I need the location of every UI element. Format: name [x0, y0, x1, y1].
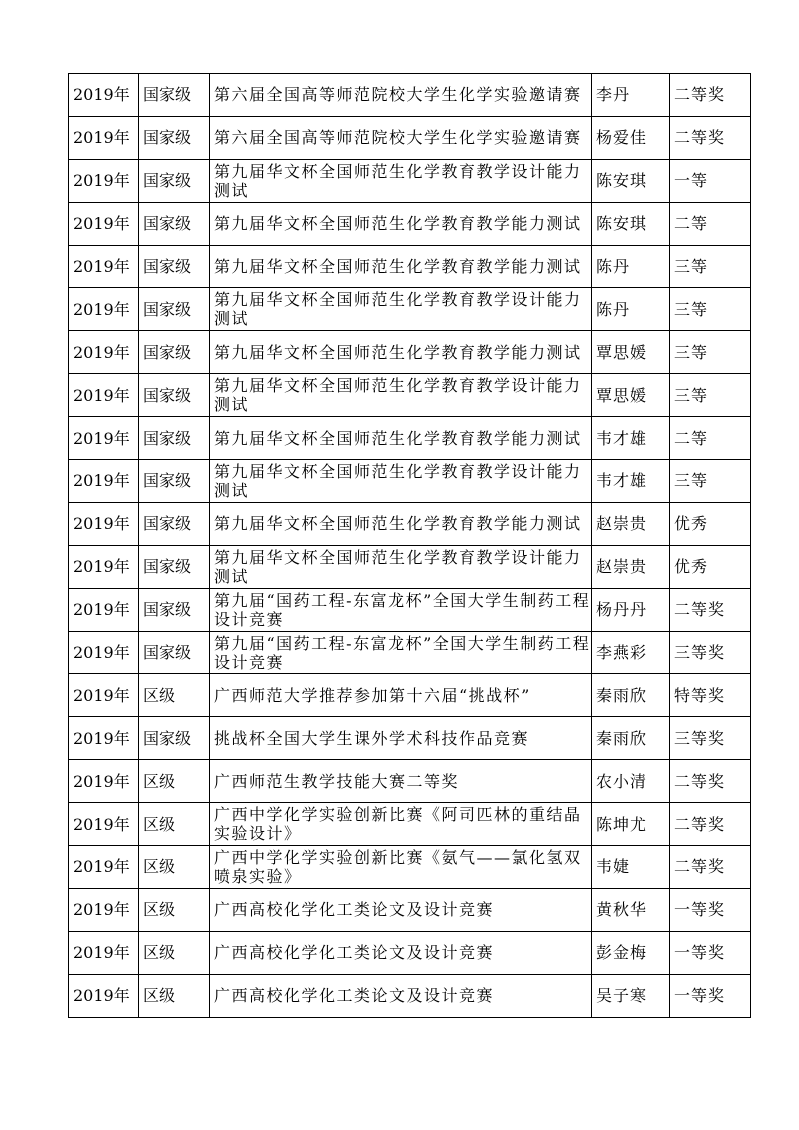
level-cell: 国家级 — [139, 588, 210, 631]
competition-name-cell: 第九届“国药工程-东富龙杯”全国大学生制药工程设计竞赛 — [210, 631, 592, 674]
competition-name-cell: 广西中学化学实验创新比赛《氨气——氯化氢双喷泉实验》 — [210, 846, 592, 889]
year-cell: 2019年 — [69, 374, 139, 417]
award-cell: 一等奖 — [670, 888, 751, 931]
year-cell: 2019年 — [69, 159, 139, 202]
award-cell: 三等 — [670, 288, 751, 331]
student-name-cell: 陈安琪 — [592, 159, 670, 202]
level-cell: 国家级 — [139, 116, 210, 159]
table-row — [69, 502, 751, 545]
award-cell: 三等 — [670, 245, 751, 288]
award-cell: 二等奖 — [670, 803, 751, 846]
level-cell: 国家级 — [139, 717, 210, 760]
award-cell: 一等奖 — [670, 974, 751, 1017]
competition-name-cell: 广西师范生教学技能大赛二等奖 — [210, 760, 592, 803]
award-cell: 一等 — [670, 159, 751, 202]
awards-table-body — [69, 74, 751, 1018]
table-row — [69, 460, 751, 503]
year-cell: 2019年 — [69, 116, 139, 159]
level-cell: 国家级 — [139, 331, 210, 374]
competition-name-cell: 广西中学化学实验创新比赛《阿司匹林的重结晶实验设计》 — [210, 803, 592, 846]
year-cell: 2019年 — [69, 846, 139, 889]
award-cell: 三等 — [670, 374, 751, 417]
student-name-cell: 农小清 — [592, 760, 670, 803]
award-cell: 三等奖 — [670, 631, 751, 674]
competition-name-cell: 第九届华文杯全国师范生化学教育教学能力测试 — [210, 202, 592, 245]
table-row — [69, 846, 751, 889]
student-name-cell: 覃思媛 — [592, 374, 670, 417]
competition-name-cell: 第九届华文杯全国师范生化学教育教学设计能力测试 — [210, 374, 592, 417]
table-row — [69, 245, 751, 288]
student-name-cell: 韦婕 — [592, 846, 670, 889]
table-row — [69, 159, 751, 202]
student-name-cell: 陈安琪 — [592, 202, 670, 245]
level-cell: 国家级 — [139, 545, 210, 588]
table-row — [69, 417, 751, 460]
competition-name-cell: 第六届全国高等师范院校大学生化学实验邀请赛 — [210, 116, 592, 159]
year-cell: 2019年 — [69, 288, 139, 331]
level-cell: 国家级 — [139, 417, 210, 460]
table-row — [69, 674, 751, 717]
table-row — [69, 931, 751, 974]
student-name-cell: 覃思媛 — [592, 331, 670, 374]
student-name-cell: 秦雨欣 — [592, 717, 670, 760]
student-name-cell: 赵崇贵 — [592, 502, 670, 545]
competition-name-cell: 第九届华文杯全国师范生化学教育教学设计能力测试 — [210, 159, 592, 202]
year-cell: 2019年 — [69, 331, 139, 374]
student-name-cell: 韦才雄 — [592, 417, 670, 460]
year-cell: 2019年 — [69, 674, 139, 717]
level-cell: 国家级 — [139, 460, 210, 503]
year-cell: 2019年 — [69, 931, 139, 974]
level-cell: 区级 — [139, 974, 210, 1017]
competition-name-cell: 第九届华文杯全国师范生化学教育教学能力测试 — [210, 502, 592, 545]
table-row — [69, 202, 751, 245]
competition-name-cell: 挑战杯全国大学生课外学术科技作品竞赛 — [210, 717, 592, 760]
level-cell: 国家级 — [139, 288, 210, 331]
year-cell: 2019年 — [69, 803, 139, 846]
award-cell: 优秀 — [670, 545, 751, 588]
table-row — [69, 374, 751, 417]
table-row — [69, 331, 751, 374]
competition-name-cell: 第九届“国药工程-东富龙杯”全国大学生制药工程设计竞赛 — [210, 588, 592, 631]
level-cell: 区级 — [139, 674, 210, 717]
award-cell: 二等奖 — [670, 116, 751, 159]
student-name-cell: 陈坤尤 — [592, 803, 670, 846]
level-cell: 国家级 — [139, 202, 210, 245]
level-cell: 国家级 — [139, 74, 210, 117]
award-cell: 优秀 — [670, 502, 751, 545]
level-cell: 区级 — [139, 846, 210, 889]
year-cell: 2019年 — [69, 974, 139, 1017]
award-cell: 三等奖 — [670, 717, 751, 760]
level-cell: 国家级 — [139, 502, 210, 545]
student-name-cell: 黄秋华 — [592, 888, 670, 931]
level-cell: 国家级 — [139, 159, 210, 202]
awards-table — [68, 73, 751, 1018]
competition-name-cell: 第六届全国高等师范院校大学生化学实验邀请赛 — [210, 74, 592, 117]
year-cell: 2019年 — [69, 760, 139, 803]
table-row — [69, 588, 751, 631]
table-row — [69, 803, 751, 846]
level-cell: 国家级 — [139, 631, 210, 674]
level-cell: 国家级 — [139, 245, 210, 288]
student-name-cell: 彭金梅 — [592, 931, 670, 974]
table-row — [69, 888, 751, 931]
competition-name-cell: 第九届华文杯全国师范生化学教育教学能力测试 — [210, 245, 592, 288]
student-name-cell: 杨爱佳 — [592, 116, 670, 159]
year-cell: 2019年 — [69, 588, 139, 631]
year-cell: 2019年 — [69, 717, 139, 760]
student-name-cell: 李燕彩 — [592, 631, 670, 674]
student-name-cell: 韦才雄 — [592, 460, 670, 503]
table-row — [69, 116, 751, 159]
table-row — [69, 545, 751, 588]
award-cell: 二等奖 — [670, 74, 751, 117]
competition-name-cell: 第九届华文杯全国师范生化学教育教学能力测试 — [210, 417, 592, 460]
year-cell: 2019年 — [69, 74, 139, 117]
year-cell: 2019年 — [69, 888, 139, 931]
competition-name-cell: 广西高校化学化工类论文及设计竞赛 — [210, 888, 592, 931]
competition-name-cell: 广西高校化学化工类论文及设计竞赛 — [210, 931, 592, 974]
year-cell: 2019年 — [69, 502, 139, 545]
student-name-cell: 陈丹 — [592, 245, 670, 288]
competition-name-cell: 第九届华文杯全国师范生化学教育教学设计能力测试 — [210, 460, 592, 503]
award-cell: 二等 — [670, 417, 751, 460]
competition-name-cell: 第九届华文杯全国师范生化学教育教学设计能力测试 — [210, 288, 592, 331]
student-name-cell: 秦雨欣 — [592, 674, 670, 717]
year-cell: 2019年 — [69, 202, 139, 245]
year-cell: 2019年 — [69, 417, 139, 460]
year-cell: 2019年 — [69, 545, 139, 588]
table-row — [69, 974, 751, 1017]
table-row — [69, 74, 751, 117]
table-row — [69, 717, 751, 760]
student-name-cell: 陈丹 — [592, 288, 670, 331]
competition-name-cell: 广西高校化学化工类论文及设计竞赛 — [210, 974, 592, 1017]
table-row — [69, 631, 751, 674]
table-row — [69, 760, 751, 803]
competition-name-cell: 广西师范大学推荐参加第十六届“挑战杯” — [210, 674, 592, 717]
level-cell: 区级 — [139, 760, 210, 803]
year-cell: 2019年 — [69, 631, 139, 674]
student-name-cell: 赵崇贵 — [592, 545, 670, 588]
award-cell: 二等 — [670, 202, 751, 245]
award-cell: 三等 — [670, 460, 751, 503]
competition-name-cell: 第九届华文杯全国师范生化学教育教学能力测试 — [210, 331, 592, 374]
student-name-cell: 吴子寒 — [592, 974, 670, 1017]
award-cell: 特等奖 — [670, 674, 751, 717]
year-cell: 2019年 — [69, 460, 139, 503]
table-row — [69, 288, 751, 331]
student-name-cell: 杨丹丹 — [592, 588, 670, 631]
award-cell: 一等奖 — [670, 931, 751, 974]
level-cell: 区级 — [139, 803, 210, 846]
award-cell: 二等奖 — [670, 760, 751, 803]
year-cell: 2019年 — [69, 245, 139, 288]
award-cell: 三等 — [670, 331, 751, 374]
competition-name-cell: 第九届华文杯全国师范生化学教育教学设计能力测试 — [210, 545, 592, 588]
award-cell: 二等奖 — [670, 846, 751, 889]
award-cell: 二等奖 — [670, 588, 751, 631]
level-cell: 区级 — [139, 888, 210, 931]
student-name-cell: 李丹 — [592, 74, 670, 117]
level-cell: 区级 — [139, 931, 210, 974]
level-cell: 国家级 — [139, 374, 210, 417]
